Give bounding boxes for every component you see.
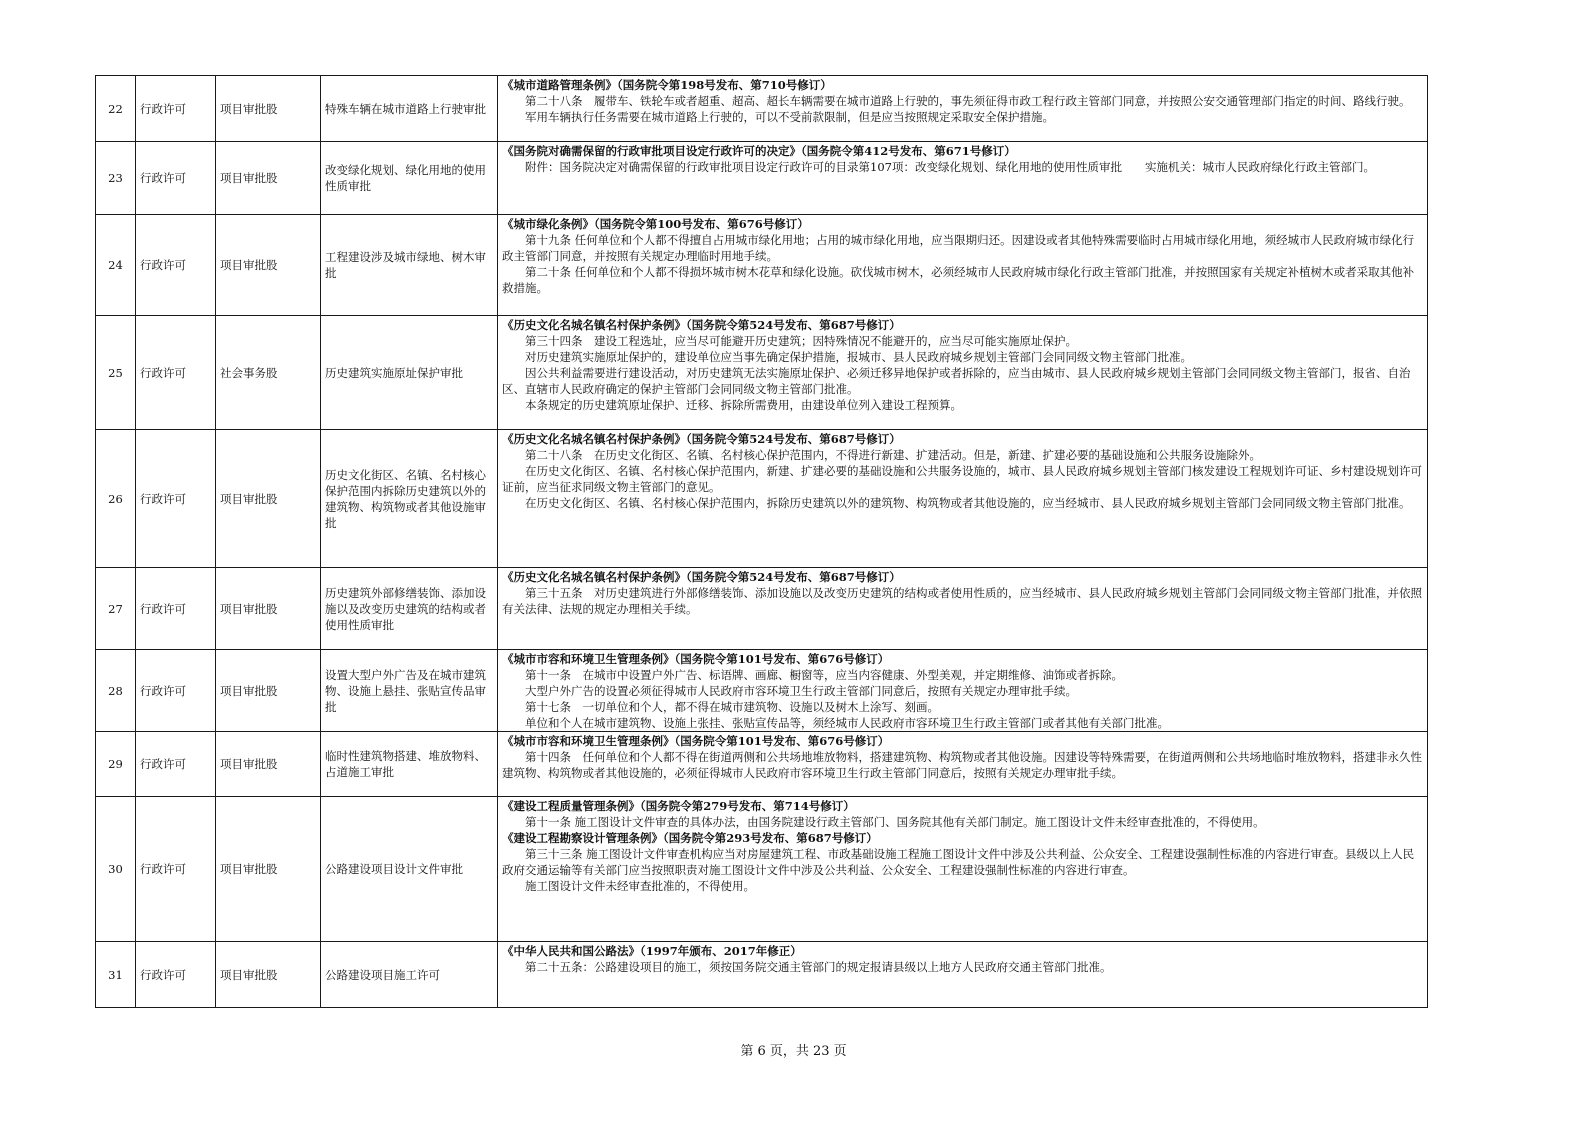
regulation-clause: 因公共利益需要进行建设活动，对历史建筑无法实施原址保护、必须迁移异地保护或者拆除的，应当由城市、县人民政府城乡规划主管部门会同同级文物主管部门，报省、自治区、直辖市人民政府确定的保护主管部门会同同级文物主管部门批准。 bbox=[502, 366, 1411, 396]
regulation-clause: 第十一条 在城市中设置户外广告、标语牌、画廊、橱窗等，应当内容健康、外型美观，并定期维修、油饰或者拆除。 bbox=[525, 668, 1123, 682]
regulation-clause: 第二十条 任何单位和个人都不得损坏城市树木花草和绿化设施。砍伐城市树木，必须经城市人民政府城市绿化行政主管部门批准，并按照国家有关规定补植树木或者采取其他补救措施。 bbox=[502, 265, 1415, 295]
regulation-title: 《中华人民共和国公路法》（1997年颁布、2017年修正） bbox=[502, 944, 802, 958]
row-legal-basis bbox=[498, 316, 1428, 430]
regulation-clause: 第三十三条 施工图设计文件审查机构应当对房屋建筑工程、市政基础设施工程施工图设计文件中涉及公共利益、公众安全、工程建设强制性标准的内容进行审查。县级以上人民政府交通运输等有关部门应当按照职责对施工图设计文件中涉及公共利益、公众安全、工程建设强制性标准的内容进行审查。 bbox=[502, 847, 1415, 877]
row-department: 社会事务股 bbox=[216, 316, 321, 430]
row-category: 行政许可 bbox=[136, 316, 216, 430]
regulation-title: 《历史文化名城名镇名村保护条例》（国务院令第524号发布、第687号修订） bbox=[502, 570, 901, 584]
row-number: 25 bbox=[96, 316, 136, 430]
row-category: 行政许可 bbox=[136, 215, 216, 316]
regulation-title: 《城市绿化条例》（国务院令第100号发布、第676号修订） bbox=[502, 217, 809, 231]
regulation-title: 《历史文化名城名镇名村保护条例》（国务院令第524号发布、第687号修订） bbox=[502, 318, 901, 332]
regulation-title: 《建设工程勘察设计管理条例》（国务院令第293号发布、第687号修订） bbox=[502, 831, 878, 845]
regulation-clause: 施工图设计文件未经审查批准的，不得使用。 bbox=[525, 879, 755, 893]
row-category: 行政许可 bbox=[136, 942, 216, 1008]
regulation-clause: 第三十五条 对历史建筑进行外部修缮装饰、添加设施以及改变历史建筑的结构或者使用性质的，应当经城市、县人民政府城乡规划主管部门会同同级文物主管部门批准，并依照有关法律、法规的规定办理相关手续。 bbox=[502, 586, 1422, 616]
row-number: 31 bbox=[96, 942, 136, 1008]
row-department: 项目审批股 bbox=[216, 568, 321, 650]
row-legal-basis bbox=[498, 797, 1428, 942]
regulation-title: 《城市市容和环境卫生管理条例》（国务院令第101号发布、第676号修订） bbox=[502, 734, 890, 748]
regulation-clause: 单位和个人在城市建筑物、设施上张挂、张贴宣传品等，须经城市人民政府市容环境卫生行政主管部门或者其他有关部门批准。 bbox=[525, 716, 1169, 730]
row-number: 27 bbox=[96, 568, 136, 650]
row-category: 行政许可 bbox=[136, 650, 216, 732]
regulation-clause: 第十一条 施工图设计文件审查的具体办法，由国务院建设行政主管部门、国务院其他有关部门制定。施工图设计文件未经审查批准的，不得使用。 bbox=[525, 815, 1265, 829]
row-legal-basis bbox=[498, 650, 1428, 732]
row-department: 项目审批股 bbox=[216, 942, 321, 1008]
table-row bbox=[96, 142, 1428, 215]
regulation-clause: 在历史文化街区、名镇、名村核心保护范围内，拆除历史建筑以外的建筑物、构筑物或者其他设施的，应当经城市、县人民政府城乡规划主管部门会同同级文物主管部门批准。 bbox=[525, 496, 1411, 510]
row-department: 项目审批股 bbox=[216, 76, 321, 142]
row-number: 26 bbox=[96, 430, 136, 568]
row-item-name: 改变绿化规划、绿化用地的使用性质审批 bbox=[321, 142, 498, 215]
regulation-clause: 军用车辆执行任务需要在城市道路上行驶的，可以不受前款限制，但是应当按照规定采取安全保护措施。 bbox=[525, 110, 1054, 124]
regulation-clause: 第二十八条 履带车、铁轮车或者超重、超高、超长车辆需要在城市道路上行驶的，事先须征得市政工程行政主管部门同意，并按照公安交通管理部门指定的时间、路线行驶。 bbox=[525, 94, 1411, 108]
row-number: 28 bbox=[96, 650, 136, 732]
row-item-name: 历史建筑外部修缮装饰、添加设施以及改变历史建筑的结构或者使用性质审批 bbox=[321, 568, 498, 650]
row-category: 行政许可 bbox=[136, 797, 216, 942]
row-category: 行政许可 bbox=[136, 76, 216, 142]
regulation-clause: 第二十八条 在历史文化街区、名镇、名村核心保护范围内，不得进行新建、扩建活动。但是，新建、扩建必要的基础设施和公共服务设施除外。 bbox=[525, 448, 1261, 462]
regulation-clause: 对历史建筑实施原址保护的，建设单位应当事先确定保护措施，报城市、县人民政府城乡规划主管部门会同同级文物主管部门批准。 bbox=[525, 350, 1192, 364]
row-department: 项目审批股 bbox=[216, 797, 321, 942]
row-legal-basis bbox=[498, 142, 1428, 215]
row-legal-basis bbox=[498, 942, 1428, 1008]
row-item-name: 特殊车辆在城市道路上行驶审批 bbox=[321, 76, 498, 142]
row-item-name: 历史建筑实施原址保护审批 bbox=[321, 316, 498, 430]
row-number: 24 bbox=[96, 215, 136, 316]
table-row bbox=[96, 76, 1428, 142]
table-row bbox=[96, 650, 1428, 732]
row-category: 行政许可 bbox=[136, 142, 216, 215]
regulation-title: 《建设工程质量管理条例》（国务院令第279号发布、第714号修订） bbox=[502, 799, 855, 813]
row-item-name: 公路建设项目施工许可 bbox=[321, 942, 498, 1008]
row-number: 22 bbox=[96, 76, 136, 142]
row-legal-basis bbox=[498, 568, 1428, 650]
regulation-clause: 在历史文化街区、名镇、名村核心保护范围内，新建、扩建必要的基础设施和公共服务设施的，城市、县人民政府城乡规划主管部门核发建设工程规划许可证、乡村建设规划许可证前，应当征求同级文物主管部门的意见。 bbox=[502, 464, 1422, 494]
row-department: 项目审批股 bbox=[216, 732, 321, 797]
row-department: 项目审批股 bbox=[216, 215, 321, 316]
table-body bbox=[96, 76, 1428, 1008]
regulation-clause: 第三十四条 建设工程选址，应当尽可能避开历史建筑；因特殊情况不能避开的，应当尽可能实施原址保护。 bbox=[525, 334, 1077, 348]
regulation-clause: 第十四条 任何单位和个人都不得在街道两侧和公共场地堆放物料，搭建建筑物、构筑物或者其他设施。因建设等特殊需要，在街道两侧和公共场地临时堆放物料，搭建非永久性建筑物、构筑物或者其他设施的，必须征得城市人民政府市容环境卫生行政主管部门同意后，按照有关规定办理审批手续。 bbox=[502, 750, 1422, 780]
regulation-clause: 大型户外广告的设置必须征得城市人民政府市容环境卫生行政主管部门同意后，按照有关规定办理审批手续。 bbox=[525, 684, 1077, 698]
row-item-name: 临时性建筑物搭建、堆放物料、占道施工审批 bbox=[321, 732, 498, 797]
regulation-clause: 附件：国务院决定对确需保留的行政审批项目设定行政许可的目录第107项：改变绿化规划、绿化用地的使用性质审批 实施机关：城市人民政府绿化行政主管部门。 bbox=[525, 160, 1375, 174]
table-row bbox=[96, 797, 1428, 942]
row-number: 29 bbox=[96, 732, 136, 797]
table-row bbox=[96, 568, 1428, 650]
row-department: 项目审批股 bbox=[216, 430, 321, 568]
row-item-name: 设置大型户外广告及在城市建筑物、设施上悬挂、张贴宣传品审批 bbox=[321, 650, 498, 732]
row-department: 项目审批股 bbox=[216, 142, 321, 215]
row-category: 行政许可 bbox=[136, 568, 216, 650]
regulation-clause: 本条规定的历史建筑原址保护、迁移、拆除所需费用，由建设单位列入建设工程预算。 bbox=[525, 398, 962, 412]
row-item-name: 工程建设涉及城市绿地、树木审批 bbox=[321, 215, 498, 316]
row-department: 项目审批股 bbox=[216, 650, 321, 732]
row-category: 行政许可 bbox=[136, 732, 216, 797]
row-category: 行政许可 bbox=[136, 430, 216, 568]
row-number: 23 bbox=[96, 142, 136, 215]
table-row bbox=[96, 732, 1428, 797]
row-item-name: 历史文化街区、名镇、名村核心保护范围内拆除历史建筑以外的建筑物、构筑物或者其他设施审批 bbox=[321, 430, 498, 568]
table-row bbox=[96, 215, 1428, 316]
row-legal-basis bbox=[498, 76, 1428, 142]
table-row bbox=[96, 316, 1428, 430]
page-number: 第 6 页，共 23 页 bbox=[740, 1044, 847, 1059]
regulation-clause: 第十七条 一切单位和个人，都不得在城市建筑物、设施以及树木上涂写、刻画。 bbox=[525, 700, 939, 714]
regulation-title: 《城市市容和环境卫生管理条例》（国务院令第101号发布、第676号修订） bbox=[502, 652, 890, 666]
row-legal-basis bbox=[498, 430, 1428, 568]
regulation-title: 《城市道路管理条例》（国务院令第198号发布、第710号修订） bbox=[502, 78, 832, 92]
regulation-title: 《历史文化名城名镇名村保护条例》（国务院令第524号发布、第687号修订） bbox=[502, 432, 901, 446]
regulation-clause: 第二十五条：公路建设项目的施工，须按国务院交通主管部门的规定报请县级以上地方人民政府交通主管部门批准。 bbox=[525, 960, 1112, 974]
regulation-clause: 第十九条 任何单位和个人都不得擅自占用城市绿化用地；占用的城市绿化用地，应当限期归还。因建设或者其他特殊需要临时占用城市绿化用地，须经城市人民政府城市绿化行政主管部门同意，并按照有关规定办理临时用地手续。 bbox=[502, 233, 1415, 263]
table-row bbox=[96, 430, 1428, 568]
row-item-name: 公路建设项目设计文件审批 bbox=[321, 797, 498, 942]
regulation-table bbox=[95, 75, 1428, 1008]
row-legal-basis bbox=[498, 732, 1428, 797]
row-number: 30 bbox=[96, 797, 136, 942]
regulation-title: 《国务院对确需保留的行政审批项目设定行政许可的决定》（国务院令第412号发布、第671号修订） bbox=[502, 144, 1016, 158]
row-legal-basis bbox=[498, 215, 1428, 316]
table-row bbox=[96, 942, 1428, 1008]
